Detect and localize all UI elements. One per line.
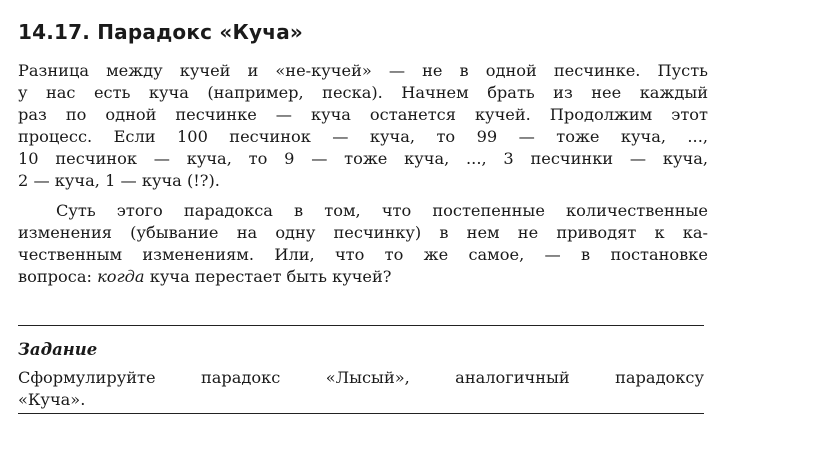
paragraph-2-line: изменения (убывание на одну песчинку) в нем не приводят к ка- bbox=[18, 223, 708, 242]
paragraph-2-last-line bbox=[18, 266, 708, 288]
task-line: Сформулируйте парадокс «Лысый», аналогичный парадоксу bbox=[18, 368, 704, 387]
section-title: 14.17. Парадокс «Куча» bbox=[18, 20, 304, 44]
emphasis-word: когда bbox=[97, 267, 145, 286]
task-title: Задание bbox=[18, 340, 98, 359]
paragraph-2-text: куча перестает быть кучей? bbox=[144, 267, 392, 286]
task-line: «Куча». bbox=[18, 390, 86, 409]
paragraph-1-line: процесс. Если 100 песчинок — куча, то 99 — тоже куча, ..., bbox=[18, 127, 708, 146]
paragraph-1-line: раз по одной песчинке — куча останется кучей. Продолжим этот bbox=[18, 105, 708, 124]
paragraph-1-line: 2 — куча, 1 — куча (!?). bbox=[18, 171, 220, 190]
divider-top bbox=[18, 325, 704, 326]
paragraph-2-line: Суть этого парадокса в том, что постепенные количественные bbox=[56, 201, 708, 220]
paragraph-1-line: у нас есть куча (например, песка). Начнем брать из нее каждый bbox=[18, 83, 708, 102]
paragraph-2-text: вопроса: bbox=[18, 267, 98, 286]
task-text bbox=[18, 367, 704, 411]
paragraph-1-line: 10 песчинок — куча, то 9 — тоже куча, ..., 3 песчинки — куча, bbox=[18, 149, 708, 168]
divider-bottom bbox=[18, 413, 704, 414]
paragraph-2 bbox=[18, 200, 708, 288]
paragraph-2-line: чественным изменениям. Или, что то же самое, — в постановке bbox=[18, 245, 708, 264]
paragraph-1 bbox=[18, 60, 708, 192]
paragraph-1-line: Разница между кучей и «не-кучей» — не в одной песчинке. Пусть bbox=[18, 61, 708, 80]
